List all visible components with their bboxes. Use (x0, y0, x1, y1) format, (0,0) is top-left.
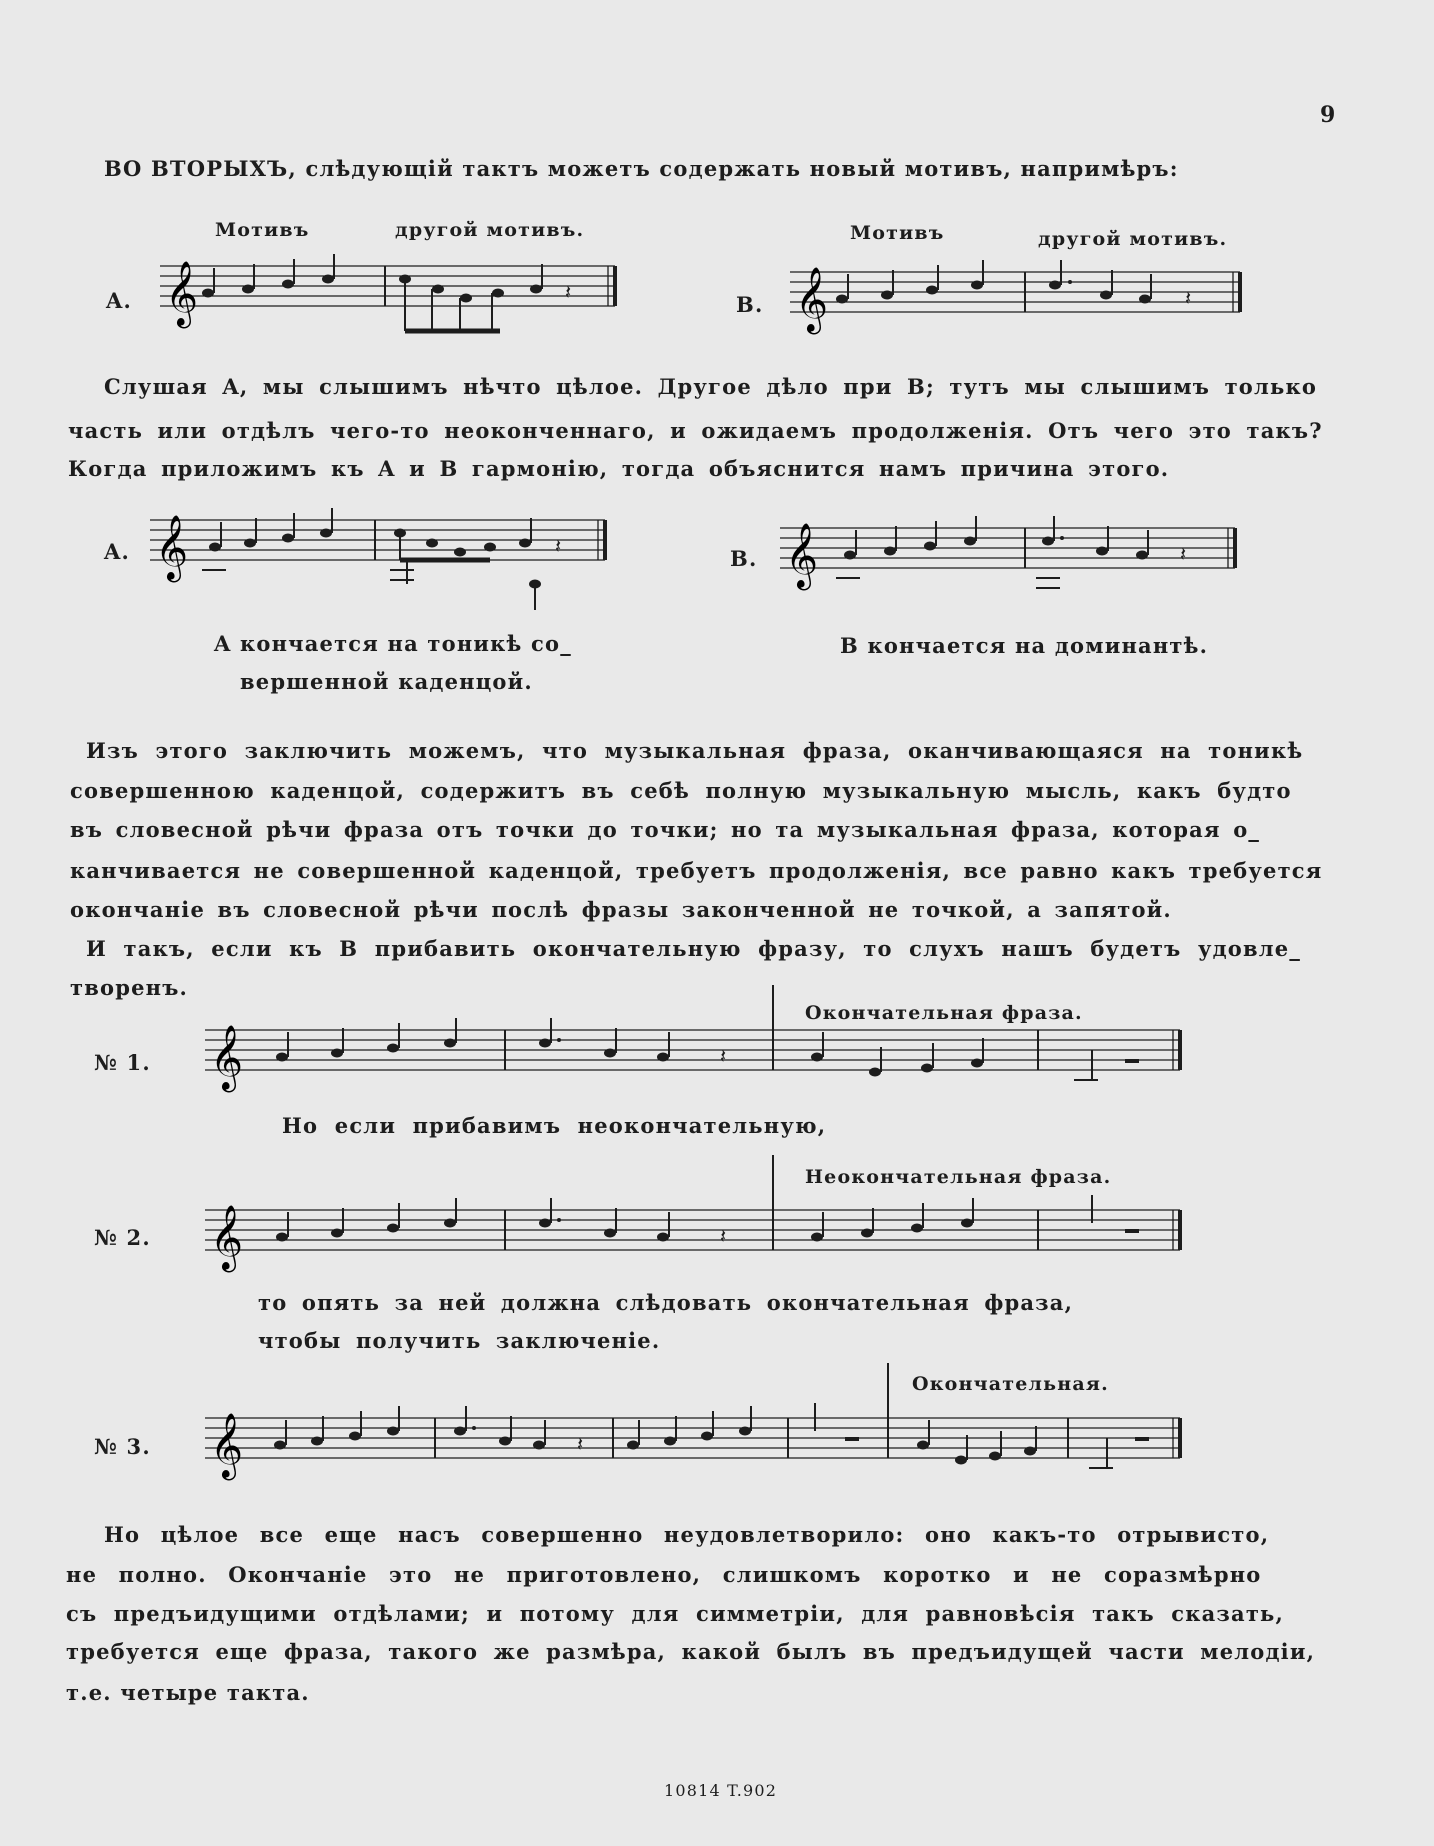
no2-label: № 2. (94, 1225, 151, 1250)
rest-icon: 𝄽 (577, 1432, 584, 1456)
rest-icon: 𝄽 (720, 1044, 727, 1068)
no2-phrase: Неокончательная фраза. (805, 1166, 1112, 1188)
para4-line1: Но цѣлое все еще насъ совершенно неудовлетворило: оно какъ-то отрывисто, (104, 1522, 1270, 1547)
intro-line: ВО ВТОРЫХЪ, слѣдующій тактъ можетъ содержать новый мотивъ, напримѣръ: (104, 156, 1179, 181)
para2-line2: совершенною каденцой, содержитъ въ себѣ полную музыкальную мысль, какъ будто (70, 778, 1292, 803)
treble-clef-icon: 𝄞 (165, 261, 199, 326)
ex1-a-motive: Мотивъ (215, 219, 310, 241)
para4-line2: не полно. Окончаніе это не приготовлено, слишкомъ коротко и не соразмѣрно (66, 1562, 1262, 1587)
ex1-b-other: другой мотивъ. (1038, 228, 1228, 250)
para1-line1: Слушая A, мы слышимъ нѣчто цѣлое. Другое дѣло при B; тутъ мы слышимъ только (104, 374, 1318, 399)
ex2-b-staff (780, 518, 1240, 628)
rest-icon: 𝄽 (565, 280, 572, 304)
para2-line3: въ словесной рѣчи фраза отъ точки до точки; но та музыкальная фраза, которая о_ (70, 817, 1261, 842)
para2-line1: Изъ этого заключить можемъ, что музыкальная фраза, оканчивающаяся на тоникѣ (86, 738, 1304, 763)
treble-clef-icon: 𝄞 (785, 523, 819, 588)
ex2-a-staff (150, 510, 620, 620)
treble-clef-icon: 𝄞 (210, 1205, 244, 1270)
rest-icon: 𝄽 (720, 1224, 727, 1248)
ex2-a-caption-line1: A кончается на тоникѣ со_ (214, 631, 572, 656)
no1-staff (205, 980, 1195, 1110)
ex2-a-label: A. (104, 539, 131, 564)
ex1-a-staff (160, 256, 630, 346)
no2-staff (205, 1150, 1195, 1270)
para2-line5: окончаніе въ словесной рѣчи послѣ фразы законченной не точкой, а запятой. (70, 897, 1172, 922)
rest-icon: 𝄽 (1185, 286, 1192, 310)
ex1-b-staff (790, 262, 1250, 342)
ex2-b-label: B. (730, 546, 758, 571)
no3-label: № 3. (94, 1434, 151, 1459)
ex1-a-label: A. (106, 288, 133, 313)
no1-label: № 1. (94, 1050, 151, 1075)
para4-line3: съ предъидущими отдѣлами; и потому для симметріи, для равновѣсія такъ сказать, (66, 1601, 1285, 1626)
para1-line2: часть или отдѣлъ чего-то неоконченнаго, и ожидаемъ продолженія. Отъ чего это такъ? (68, 418, 1323, 443)
ex2-a-caption-line2: вершенной каденцой. (240, 669, 533, 694)
ex1-b-motive: Мотивъ (850, 222, 945, 244)
para3-line2: творенъ. (70, 975, 189, 1000)
mid-text-2-line2: чтобы получить заключеніе. (258, 1328, 661, 1353)
para1-line3: Когда приложимъ къ A и B гармонію, тогда объяснится намъ причина этого. (68, 456, 1170, 481)
footer-code: 10814 T.902 (664, 1781, 778, 1800)
no1-phrase: Окончательная фраза. (805, 1002, 1083, 1024)
ex1-a-other: другой мотивъ. (395, 219, 585, 241)
treble-clef-icon: 𝄞 (210, 1413, 244, 1478)
mid-text-2-line1: то опять за ней должна слѣдовать окончательная фраза, (258, 1290, 1074, 1315)
page-number: 9 (1320, 102, 1337, 128)
ex2-b-caption: B кончается на доминантѣ. (840, 633, 1209, 658)
para3-line1: И такъ, если къ B прибавить окончательную фразу, то слухъ нашъ будетъ удовле_ (86, 936, 1302, 961)
rest-icon: 𝄽 (555, 534, 562, 558)
treble-clef-icon: 𝄞 (210, 1025, 244, 1090)
ex1-b-label: B. (736, 292, 764, 317)
treble-clef-icon: 𝄞 (795, 267, 829, 332)
no3-phrase: Окончательная. (912, 1373, 1109, 1395)
para2-line4: канчивается не совершенной каденцой, требуетъ продолженія, все равно какъ требуется (70, 858, 1323, 883)
mid-text-1: Но если прибавимъ неокончательную, (282, 1113, 827, 1138)
para4-line5: т.е. четыре такта. (66, 1680, 310, 1705)
rest-icon: 𝄽 (1180, 542, 1187, 566)
no3-staff (205, 1358, 1195, 1488)
para4-line4: требуется еще фраза, такого же размѣра, какой былъ въ предъидущей части мелодіи, (66, 1639, 1316, 1664)
treble-clef-icon: 𝄞 (155, 515, 189, 580)
